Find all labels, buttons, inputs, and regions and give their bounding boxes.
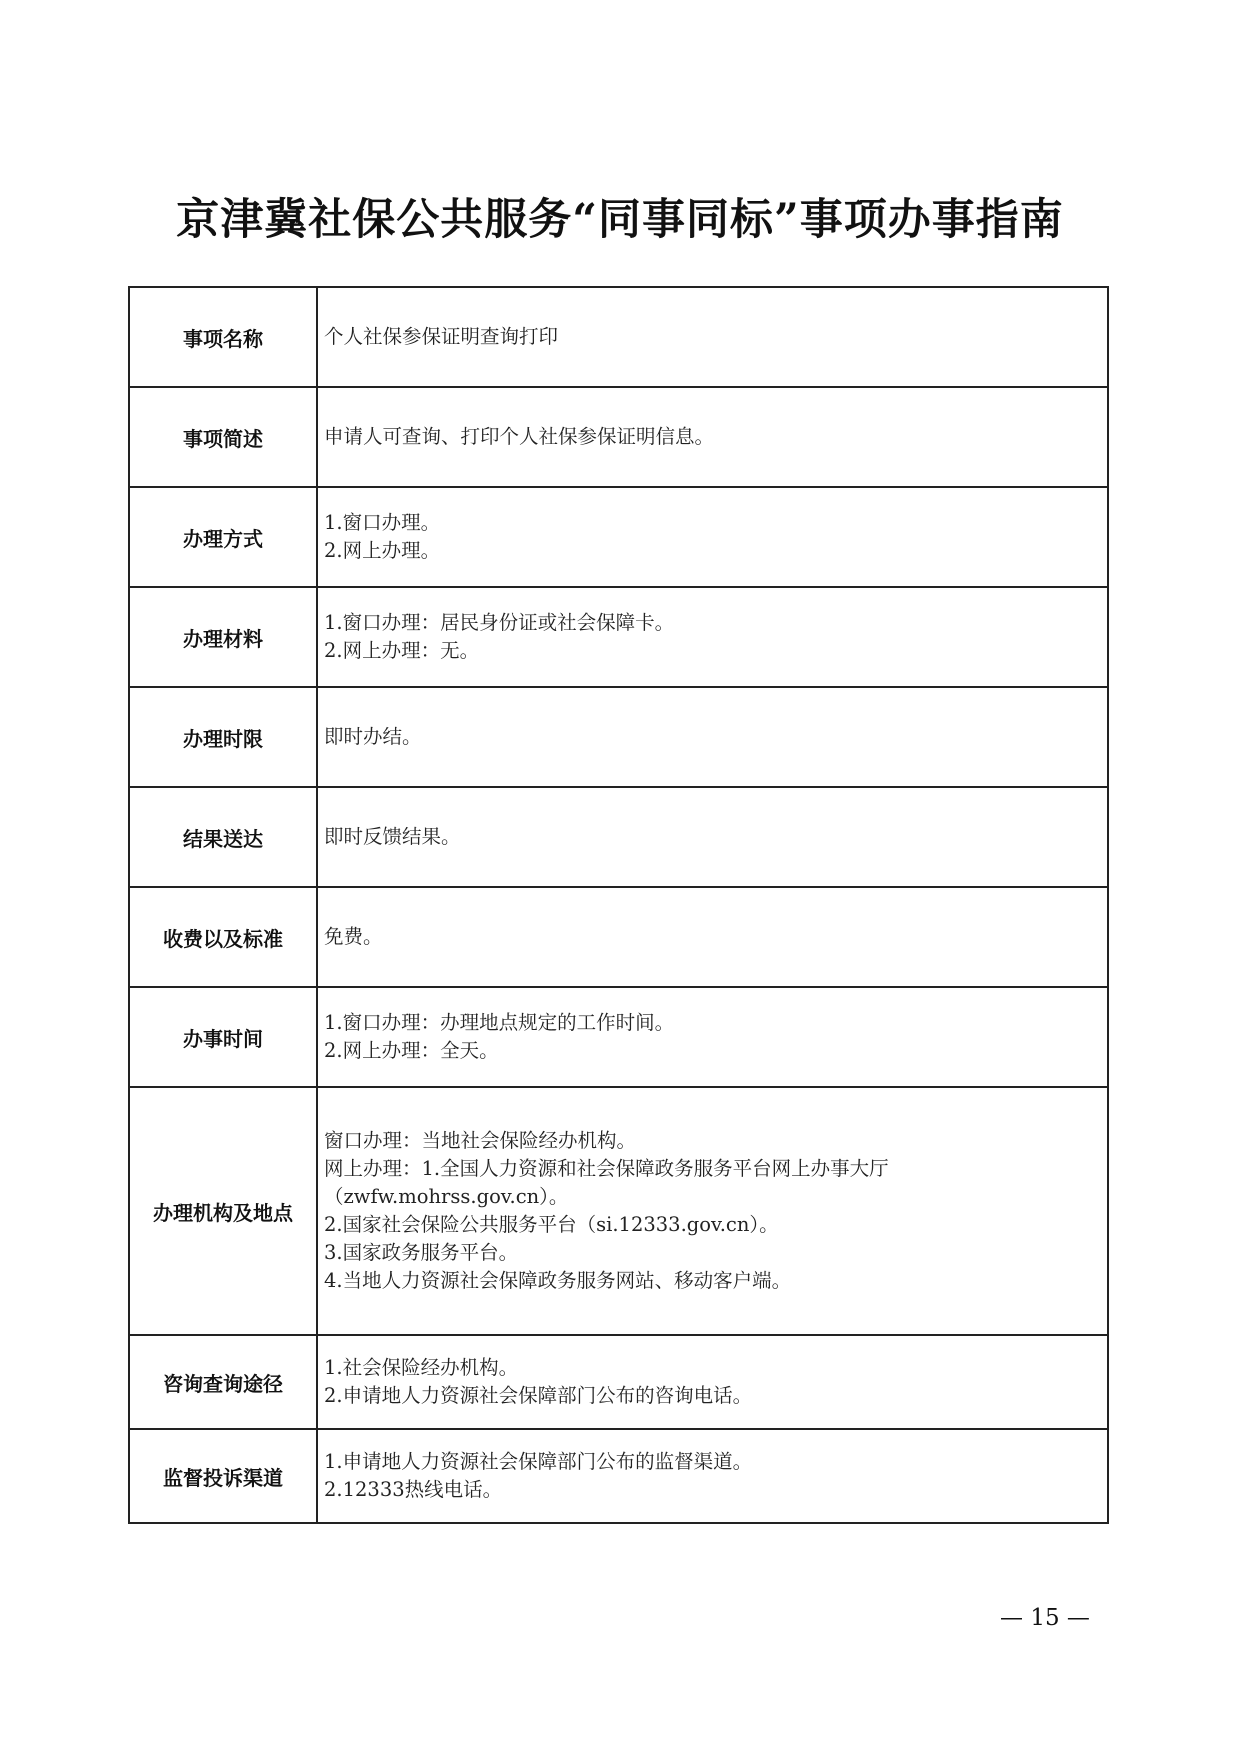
- value-line: 1.申请地人力资源社会保障部门公布的监督渠道。: [324, 1450, 753, 1473]
- value-line: 即时办结。: [324, 725, 422, 748]
- row-label: 办理机构及地点: [129, 1087, 317, 1335]
- row-value: [317, 587, 1108, 687]
- table-row-inquiry-channels: [129, 1335, 1108, 1429]
- value-line: 申请人可查询、打印个人社保参保证明信息。: [324, 425, 715, 448]
- value-line: 1.窗口办理。: [324, 511, 441, 534]
- value-line: 免费。: [324, 925, 383, 948]
- row-value: [317, 1335, 1108, 1429]
- value-line: 2.国家社会保险公共服务平台（si.12333.gov.cn）。: [324, 1213, 779, 1236]
- service-guide-table: [128, 286, 1109, 1524]
- value-line: 1.窗口办理：办理地点规定的工作时间。: [324, 1011, 675, 1034]
- table-row-handling-method: [129, 487, 1108, 587]
- table-row-time-limit: [129, 687, 1108, 787]
- row-label: 事项名称: [129, 287, 317, 387]
- row-label: 咨询查询途径: [129, 1335, 317, 1429]
- table-row-office-hours: [129, 987, 1108, 1087]
- row-value: [317, 787, 1108, 887]
- table-row-materials: [129, 587, 1108, 687]
- table-row-agency-location: [129, 1087, 1108, 1335]
- row-label: 办理材料: [129, 587, 317, 687]
- row-value: [317, 687, 1108, 787]
- value-line: 2.网上办理：全天。: [324, 1039, 499, 1062]
- page-title: 京津冀社保公共服务“同事同标”事项办事指南: [176, 195, 1064, 245]
- value-line: 2.网上办理。: [324, 539, 441, 562]
- value-line: 3.国家政务服务平台。: [324, 1241, 519, 1264]
- table-row-item-summary: [129, 387, 1108, 487]
- row-value: [317, 1429, 1108, 1523]
- row-value: [317, 887, 1108, 987]
- value-line: 即时反馈结果。: [324, 825, 461, 848]
- row-value: [317, 987, 1108, 1087]
- value-line: 4.当地人力资源社会保障政务服务网站、移动客户端。: [324, 1269, 792, 1292]
- table-row-fees: [129, 887, 1108, 987]
- row-label: 监督投诉渠道: [129, 1429, 317, 1523]
- value-line: 1.窗口办理：居民身份证或社会保障卡。: [324, 611, 675, 634]
- value-line: （zwfw.mohrss.gov.cn）。: [324, 1185, 569, 1208]
- row-label: 办理方式: [129, 487, 317, 587]
- row-label: 事项简述: [129, 387, 317, 487]
- value-line: 2.12333热线电话。: [324, 1478, 503, 1501]
- row-label: 结果送达: [129, 787, 317, 887]
- table-row-complaint-channels: [129, 1429, 1108, 1523]
- row-value: [317, 487, 1108, 587]
- page-number: — 15 —: [1000, 1605, 1090, 1631]
- value-line: 2.网上办理：无。: [324, 639, 480, 662]
- row-value: [317, 387, 1108, 487]
- value-line: 窗口办理：当地社会保险经办机构。: [324, 1129, 637, 1152]
- table-row-result-delivery: [129, 787, 1108, 887]
- value-line: 2.申请地人力资源社会保障部门公布的咨询电话。: [324, 1384, 753, 1407]
- row-label: 收费以及标准: [129, 887, 317, 987]
- row-value: [317, 1087, 1108, 1335]
- value-line: 1.社会保险经办机构。: [324, 1356, 519, 1379]
- value-line: 网上办理：1.全国人力资源和社会保障政务服务平台网上办事大厅: [324, 1157, 889, 1180]
- row-value: [317, 287, 1108, 387]
- row-label: 办理时限: [129, 687, 317, 787]
- row-label: 办事时间: [129, 987, 317, 1087]
- table-row-item-name: [129, 287, 1108, 387]
- value-line: 个人社保参保证明查询打印: [324, 325, 559, 348]
